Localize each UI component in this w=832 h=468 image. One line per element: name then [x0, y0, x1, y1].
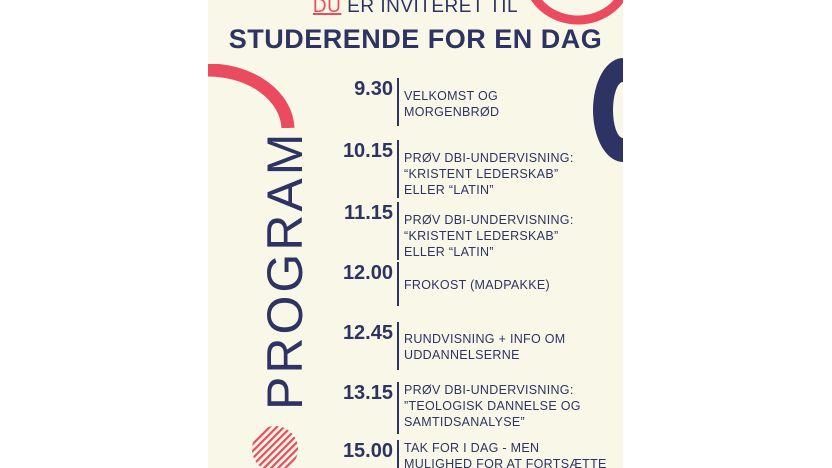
- schedule-divider: [397, 140, 399, 198]
- schedule-description-line: PRØV DBI-UNDERVISNING:: [404, 383, 574, 397]
- schedule-description: [404, 212, 614, 260]
- schedule-description-line: “KRISTENT LEDERSKAB”: [404, 229, 559, 243]
- schedule-description-line: UDDANNELSERNE: [404, 348, 520, 362]
- schedule-description-line: MORGENBRØD: [404, 105, 500, 119]
- schedule-description-line: RUNDVISNING + INFO OM: [404, 332, 566, 346]
- schedule-time: 9.30: [354, 78, 393, 100]
- schedule-time: 12.45: [342, 322, 393, 344]
- schedule-divider: [397, 78, 399, 126]
- invitation-poster: [208, 0, 623, 468]
- schedule-description: [404, 331, 614, 363]
- schedule-description-line: TAK FOR I DAG - MEN: [404, 441, 540, 455]
- schedule-description-line: PRØV DBI-UNDERVISNING:: [404, 151, 574, 165]
- schedule-description-line: FROKOST (MADPAKKE): [404, 278, 550, 292]
- invite-rest: ER INVITERET TIL: [347, 0, 519, 17]
- schedule-time: 10.15: [342, 140, 393, 162]
- schedule-time: 11.15: [344, 202, 393, 224]
- schedule-description-line: “KRISTENT LEDERSKAB”: [404, 167, 559, 181]
- schedule-description-line: PRØV DBI-UNDERVISNING:: [404, 213, 574, 227]
- invite-du: DU: [312, 0, 342, 17]
- page-title: STUDERENDE FOR EN DAG: [228, 24, 603, 54]
- coral-arc-decoration: [208, 64, 298, 128]
- schedule-divider: [397, 322, 399, 370]
- schedule-description-line: VELKOMST OG: [404, 89, 499, 103]
- schedule-description: [404, 88, 614, 120]
- schedule-time: 13.15: [342, 382, 393, 404]
- schedule-description-line: ELLER “LATIN”: [404, 183, 494, 197]
- schedule-divider: [397, 382, 399, 434]
- schedule-description: [404, 277, 614, 293]
- schedule-description: [404, 382, 614, 430]
- schedule-divider: [397, 262, 399, 306]
- schedule-description: [404, 150, 614, 198]
- schedule-description-line: MULIGHED FOR AT FORTSÆTTE: [404, 457, 607, 468]
- schedule-description-line: SAMTIDSANALYSE”: [404, 415, 525, 429]
- schedule-divider: [397, 202, 399, 260]
- striped-circle-decoration: [250, 424, 300, 468]
- schedule-description-line: ELLER “LATIN”: [404, 245, 494, 259]
- schedule-divider: [397, 440, 399, 468]
- schedule-description-line: ”TEOLOGISK DANNELSE OG: [404, 399, 581, 413]
- program-vertical-title: PROGRAM: [257, 130, 313, 410]
- invite-line: [208, 0, 623, 18]
- schedule-description: [404, 440, 614, 468]
- schedule-time: 12.00: [342, 262, 393, 284]
- schedule-time: 15.00: [342, 440, 393, 462]
